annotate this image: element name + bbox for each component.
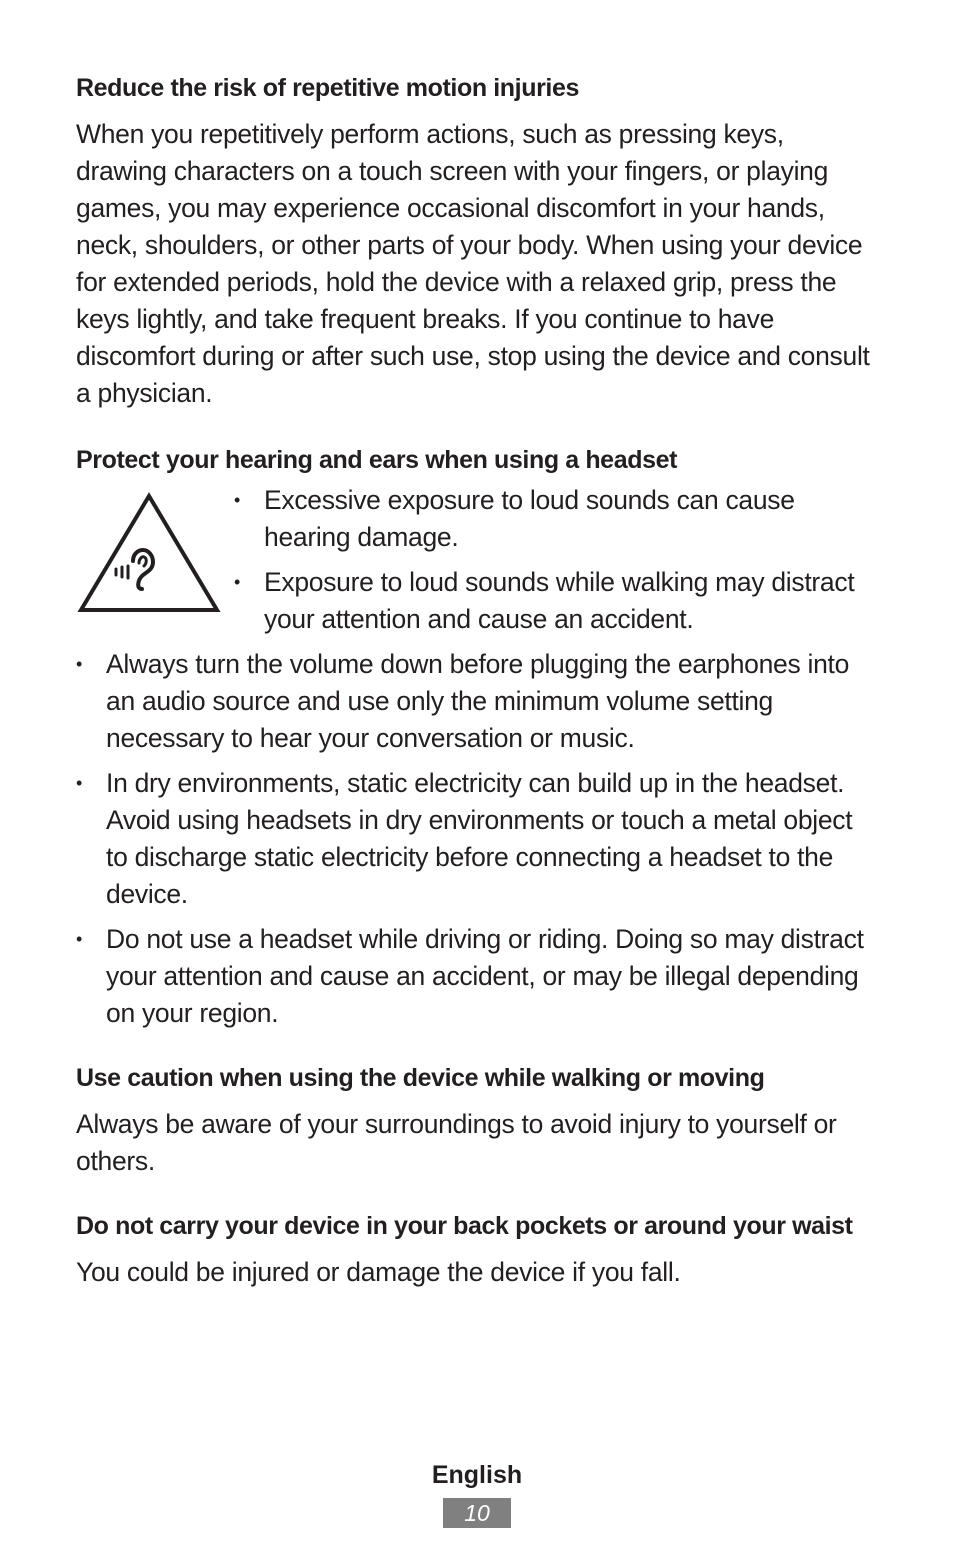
section-heading: Protect your hearing and ears when using a headset (76, 446, 677, 474)
section-body: When you repetitively perform actions, such as pressing keys, drawing characters on a touch screen with your fingers, or playing games, you may experience occasional discomfort in your hands, neck, shoulders, or other parts of your body. When using your device for extended periods, hold the device with a relaxed grip, press the keys lightly, and take frequent breaks. If you continue to have discomfort during or after such use, stop using the device and consult a physician. (76, 119, 870, 408)
section-body: Always be aware of your surroundings to avoid injury to yourself or others. (76, 1109, 837, 1176)
list-item: • Always turn the volume down before plugging the earphones into an audio source and use only the minimum volume setting necessary to hear your conversation or music. (76, 646, 874, 757)
inner-bullet-list (232, 482, 874, 646)
section-heading: Use caution when using the device while walking or moving (76, 1064, 765, 1092)
section-walking (76, 1060, 874, 1180)
section-hearing (76, 442, 874, 1032)
section-heading: Reduce the risk of repetitive motion injuries (76, 74, 579, 102)
footer-language: English (431, 1461, 523, 1489)
section-body: You could be injured or damage the device if you fall. (76, 1257, 681, 1287)
list-item: • Do not use a headset while driving or riding. Doing so may distract your attention and cause an accident, or may be illegal depending on your region. (76, 921, 874, 1032)
hearing-warning-row (76, 482, 874, 646)
list-item: • Exposure to loud sounds while walking may distract your attention and cause an accident. (232, 564, 874, 638)
list-item: • Excessive exposure to loud sounds can cause hearing damage. (232, 482, 874, 556)
section-repetitive-motion (76, 70, 874, 412)
list-item: • In dry environments, static electricity can build up in the headset. Avoid using headsets in dry environments or touch a metal object to discharge static electricity before connecting a headset to the device. (76, 765, 874, 913)
section-heading: Do not carry your device in your back pockets or around your waist (76, 1212, 853, 1240)
section-back-pockets (76, 1208, 874, 1291)
page-number: 10 (443, 1498, 511, 1528)
hearing-warning-icon (76, 482, 222, 646)
outer-bullet-list (76, 646, 874, 1032)
page-footer (0, 1460, 954, 1528)
